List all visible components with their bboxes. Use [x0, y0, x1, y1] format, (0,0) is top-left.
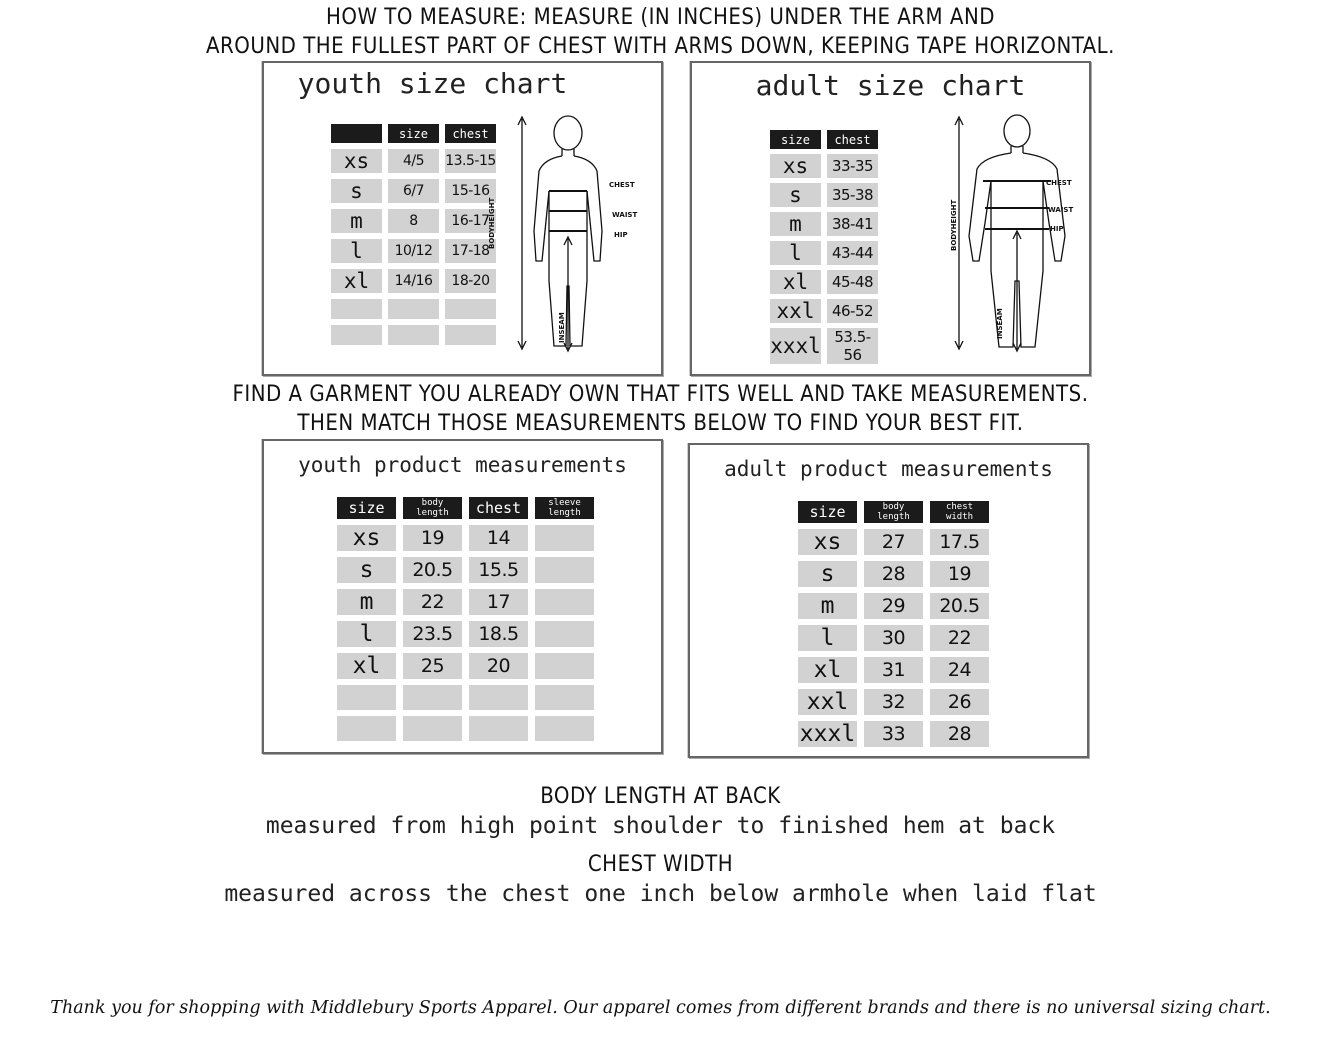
value-cell: 27	[864, 529, 923, 555]
size-cell: l	[770, 241, 821, 265]
table-row	[770, 212, 878, 236]
size-cell: l	[798, 625, 857, 651]
table-row	[798, 561, 989, 587]
value-cell: 28	[930, 721, 989, 747]
youth-bodyheight-label: BODYHEIGHT	[488, 197, 496, 249]
table-row	[337, 716, 594, 741]
youth-size-chart-title: youth size chart	[297, 67, 568, 100]
value-cell: 20.5	[930, 593, 989, 619]
value-cell: 16-17	[445, 209, 496, 233]
value-cell	[535, 525, 594, 551]
size-cell: xl	[798, 657, 857, 683]
youth-waist-label: WAIST	[612, 211, 638, 219]
value-cell	[535, 557, 594, 583]
value-cell: 30	[864, 625, 923, 651]
table-row	[331, 179, 496, 203]
value-cell: 26	[930, 689, 989, 715]
table-row	[331, 239, 496, 263]
value-cell: 22	[930, 625, 989, 651]
table-row	[798, 657, 989, 683]
value-cell	[388, 325, 439, 345]
value-cell	[535, 716, 594, 741]
size-cell	[331, 325, 382, 345]
adult-product-title: adult product measurements	[724, 457, 1053, 481]
size-cell: xxxl	[770, 328, 821, 364]
value-cell: 53.5-56	[827, 328, 878, 364]
measure-instructions-line-1: HOW TO MEASURE: MEASURE (IN INCHES) UNDER THE ARM AND	[325, 5, 995, 30]
column-header: chest	[445, 124, 496, 143]
size-cell: s	[798, 561, 857, 587]
table-row	[331, 269, 496, 293]
value-cell	[469, 716, 528, 741]
adult-product-panel	[688, 443, 1089, 758]
header-row	[770, 130, 878, 149]
adult-waist-label: WAIST	[1048, 206, 1074, 214]
table-row	[337, 589, 594, 615]
chest-width-heading: CHEST WIDTH	[587, 852, 734, 877]
youth-product-table	[330, 491, 601, 747]
adult-size-chart-panel	[690, 61, 1091, 376]
youth-product-title: youth product measurements	[298, 453, 627, 477]
value-cell	[535, 589, 594, 615]
size-cell: xxxl	[799, 721, 856, 747]
size-cell	[331, 299, 382, 319]
column-header: chest width	[930, 501, 989, 523]
adult-hip-label: HIP	[1050, 225, 1064, 233]
size-cell: m	[331, 209, 382, 233]
body-length-definition: measured from high point shoulder to finished hem at back	[265, 813, 1056, 839]
value-cell: 19	[930, 561, 989, 587]
youth-chest-label: CHEST	[609, 181, 635, 189]
value-cell	[445, 325, 496, 345]
garment-instructions-line-1: FIND A GARMENT YOU ALREADY OWN THAT FITS WELL AND TAKE MEASUREMENTS.	[232, 382, 1089, 407]
value-cell: 6/7	[388, 179, 439, 203]
column-header: size	[337, 497, 396, 519]
value-cell	[388, 299, 439, 319]
table-row	[798, 625, 989, 651]
table-row	[337, 557, 594, 583]
youth-hip-label: HIP	[614, 231, 628, 239]
value-cell: 25	[403, 653, 462, 679]
table-row	[331, 209, 496, 233]
table-row	[798, 689, 989, 715]
size-cell: xxl	[770, 299, 821, 323]
table-row	[798, 593, 989, 619]
table-row	[331, 149, 496, 173]
size-cell: xl	[770, 270, 821, 294]
adult-size-chart-title: adult size chart	[755, 69, 1026, 102]
adult-inseam-label: INSEAM	[996, 308, 1004, 339]
size-cell	[337, 716, 396, 741]
value-cell: 32	[864, 689, 923, 715]
value-cell: 20.5	[403, 557, 462, 583]
size-cell: m	[337, 589, 396, 615]
table-row	[770, 183, 878, 207]
measure-instructions-line-2: AROUND THE FULLEST PART OF CHEST WITH ARMS DOWN, KEEPING TAPE HORIZONTAL.	[206, 34, 1115, 59]
size-cell: xs	[770, 154, 821, 178]
garment-instructions-line-2: THEN MATCH THOSE MEASUREMENTS BELOW TO FIND YOUR BEST FIT.	[297, 411, 1024, 436]
value-cell: 15-16	[445, 179, 496, 203]
table-row	[331, 299, 496, 319]
size-cell: s	[331, 179, 382, 203]
size-cell: xs	[337, 525, 396, 551]
value-cell: 29	[864, 593, 923, 619]
table-row	[770, 328, 878, 364]
value-cell: 33	[864, 721, 923, 747]
value-cell: 33-35	[827, 154, 878, 178]
value-cell: 10/12	[388, 239, 439, 263]
adult-chest-label: CHEST	[1046, 179, 1072, 187]
header-row	[331, 124, 496, 143]
value-cell	[535, 653, 594, 679]
size-cell: l	[331, 239, 382, 263]
header-row	[798, 501, 989, 523]
value-cell: 17.5	[930, 529, 989, 555]
size-cell: xs	[798, 529, 857, 555]
column-header: body length	[403, 497, 462, 519]
value-cell: 43-44	[827, 241, 878, 265]
size-cell: s	[337, 557, 396, 583]
value-cell	[469, 685, 528, 710]
size-cell: m	[770, 212, 821, 236]
size-cell: xs	[331, 149, 382, 173]
table-row	[770, 241, 878, 265]
table-row	[770, 154, 878, 178]
table-row	[770, 299, 878, 323]
column-header: size	[388, 124, 439, 143]
value-cell: 8	[388, 209, 439, 233]
value-cell: 31	[864, 657, 923, 683]
value-cell: 15.5	[469, 557, 528, 583]
value-cell: 18-20	[445, 269, 496, 293]
youth-product-panel	[262, 439, 663, 754]
value-cell: 24	[930, 657, 989, 683]
column-header: size	[770, 130, 821, 149]
table-row	[798, 529, 989, 555]
table-row	[337, 653, 594, 679]
size-cell: l	[337, 621, 396, 647]
value-cell: 45-48	[827, 270, 878, 294]
column-header: chest	[827, 130, 878, 149]
value-cell: 23.5	[403, 621, 462, 647]
value-cell: 46-52	[827, 299, 878, 323]
value-cell	[445, 299, 496, 319]
table-row	[331, 325, 496, 345]
size-cell	[337, 685, 396, 710]
size-cell: xxl	[798, 689, 857, 715]
table-row	[337, 525, 594, 551]
value-cell: 22	[403, 589, 462, 615]
value-cell	[403, 685, 462, 710]
size-cell: xl	[337, 653, 396, 679]
value-cell: 38-41	[827, 212, 878, 236]
size-cell: s	[770, 183, 821, 207]
table-row	[798, 721, 989, 747]
column-header: chest	[469, 497, 528, 519]
adult-size-table	[764, 125, 884, 369]
value-cell: 13.5-15	[445, 149, 496, 173]
value-cell	[535, 685, 594, 710]
value-cell: 17-18	[445, 239, 496, 263]
column-header: sleeve length	[535, 497, 594, 519]
value-cell: 20	[469, 653, 528, 679]
header-row	[337, 497, 594, 519]
chest-width-definition: measured across the chest one inch below armhole when laid flat	[224, 881, 1097, 907]
youth-inseam-label: INSEAM	[558, 312, 566, 343]
adult-product-table	[791, 495, 996, 753]
column-header: body length	[864, 501, 923, 523]
value-cell: 4/5	[388, 149, 439, 173]
adult-bodyheight-label: BODYHEIGHT	[950, 199, 958, 251]
value-cell	[535, 621, 594, 647]
youth-size-table	[325, 118, 502, 351]
footer-note: Thank you for shopping with Middlebury Sports Apparel. Our apparel comes from different brands and there is no universal sizing chart.	[50, 998, 1271, 1018]
value-cell: 35-38	[827, 183, 878, 207]
value-cell: 14/16	[388, 269, 439, 293]
value-cell: 18.5	[469, 621, 528, 647]
value-cell	[403, 716, 462, 741]
body-length-heading: BODY LENGTH AT BACK	[540, 784, 781, 809]
value-cell: 28	[864, 561, 923, 587]
table-row	[770, 270, 878, 294]
table-row	[337, 685, 594, 710]
adult-body-diagram-icon	[947, 111, 1087, 356]
youth-size-chart-panel	[262, 61, 663, 376]
value-cell: 19	[403, 525, 462, 551]
size-cell: m	[798, 593, 857, 619]
size-cell: xl	[331, 269, 382, 293]
table-row	[337, 621, 594, 647]
column-header: size	[798, 501, 857, 523]
value-cell: 14	[469, 525, 528, 551]
value-cell: 17	[469, 589, 528, 615]
column-header	[331, 124, 382, 143]
